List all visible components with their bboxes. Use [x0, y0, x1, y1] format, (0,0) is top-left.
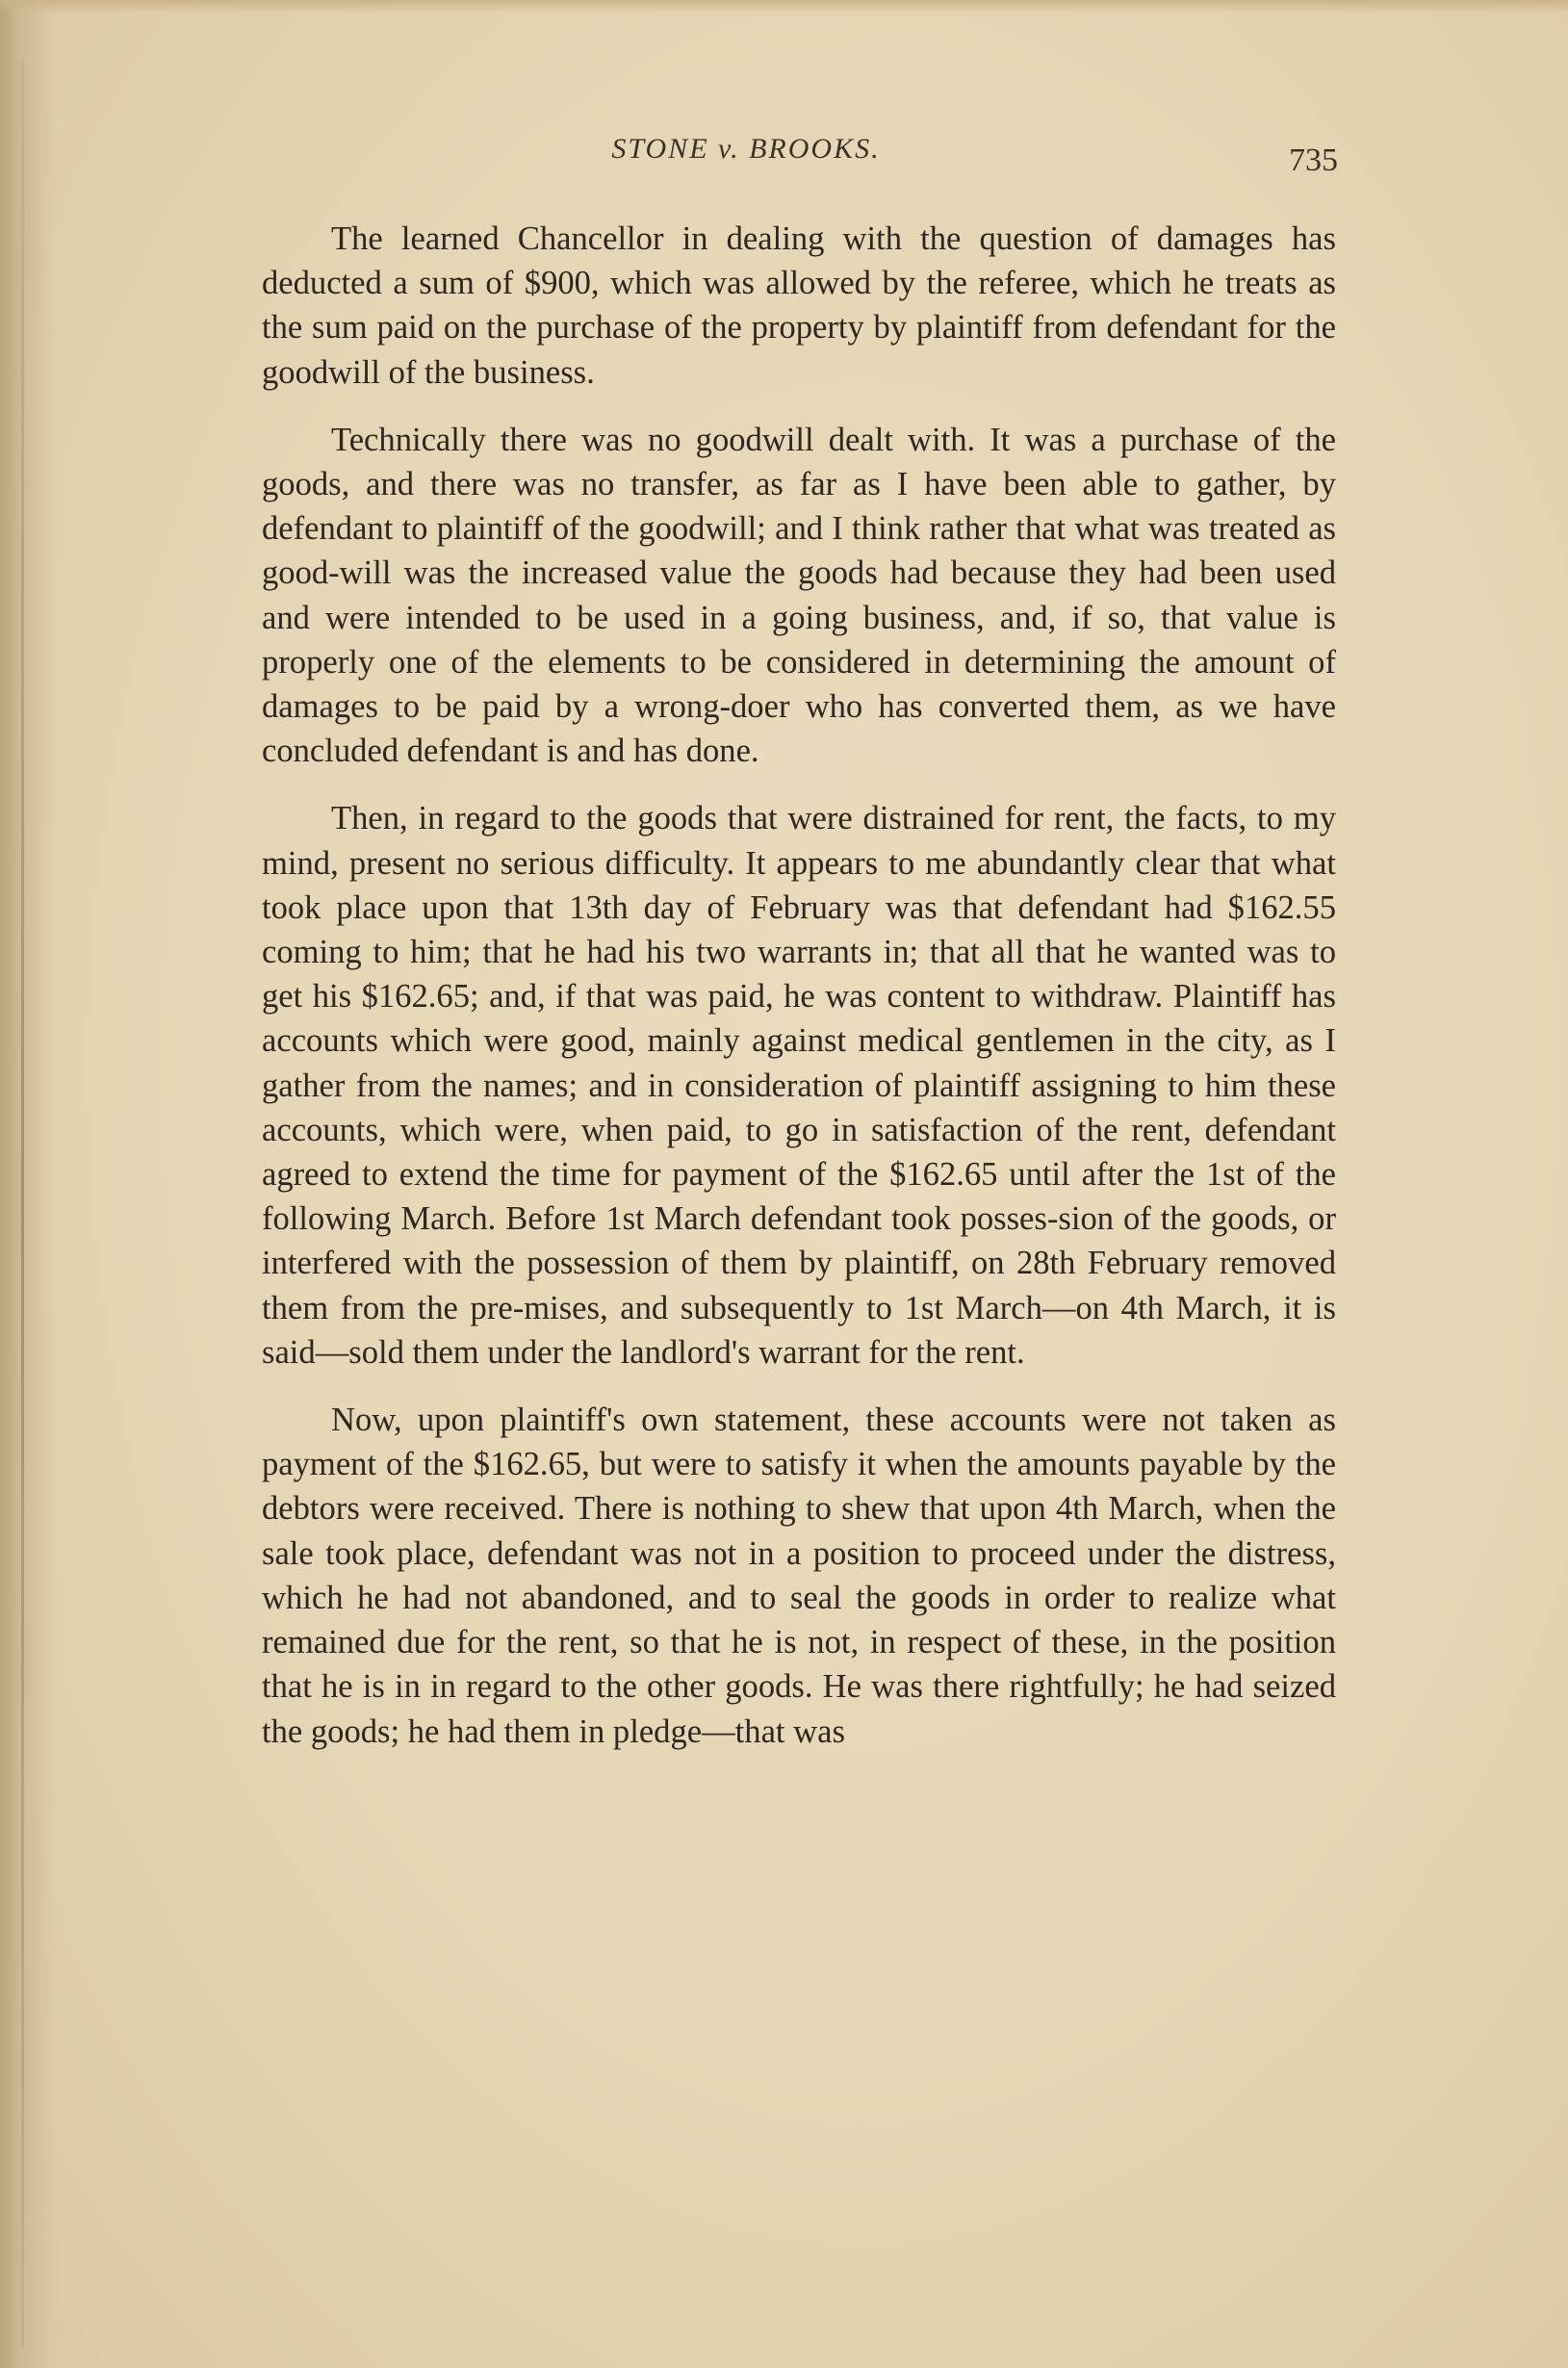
body-text [262, 217, 1336, 1777]
gutter-shadow [0, 0, 58, 2368]
paragraph: Now, upon plaintiff's own statement, these accounts were not taken as payment of the $162.65, but were to satisfy it when the amounts payable by the debtors were received. There is nothing to shew that upon 4th March, when the sale took place, defendant was not in a position to proceed under the distress, which he had not abandoned, and to seal the goods in order to realize what remained due for the rent, so that he is not, in respect of these, in the position that he is in in regard to the other goods. He was there rightfully; he had seized the goods; he had them in pledge—that was [262, 1402, 1336, 1750]
page-number: 735 [1289, 142, 1338, 178]
binding-crease [21, 58, 24, 2349]
paragraph: Then, in regard to the goods that were distrained for rent, the facts, to my mind, present no serious difficulty. It appears to me abundantly clear that what took place upon that 13th day of February was that defendant had $162.55 coming to him; that he had his two warrants in; that all that he wanted was to get his $162.65; and, if that was paid, he was content to withdraw. Plaintiff has accounts which were good, mainly against medical gentlemen in the city, as I gather from the names; and in consideration of plaintiff assigning to him these accounts, which were, when paid, to go in satisfaction of the rent, defendant agreed to extend the time for payment of the $162.65 until after the 1st of the following March. Before 1st March defendant took posses-sion of the goods, or interfered with the possession of them by plaintiff, on 28th February removed them from the pre-mises, and subsequently to 1st March—on 4th March, it is said—sold them under the landlord's warrant for the rent. [262, 800, 1336, 1371]
page-top-edge [0, 0, 1568, 13]
paragraph: The learned Chancellor in dealing with the question of damages has deducted a sum of $900, which was allowed by the referee, which he treats as the sum paid on the purchase of the property by plaintiff from defendant for the goodwill of the business. [262, 220, 1336, 391]
running-head [260, 133, 1338, 191]
running-title: STONE v. BROOKS. [611, 133, 881, 165]
paragraph: Technically there was no goodwill dealt with. It was a purchase of the goods, and there was no transfer, as far as I have been able to gather, by defendant to plaintiff of the goodwill; and I think rather that what was treated as good-will was the increased value the goods had because they had been used and were intended to be used in a going business, and, if so, that value is properly one of the elements to be considered in determining the amount of damages to be paid by a wrong-doer who has converted them, as we have concluded defendant is and has done. [262, 421, 1336, 770]
